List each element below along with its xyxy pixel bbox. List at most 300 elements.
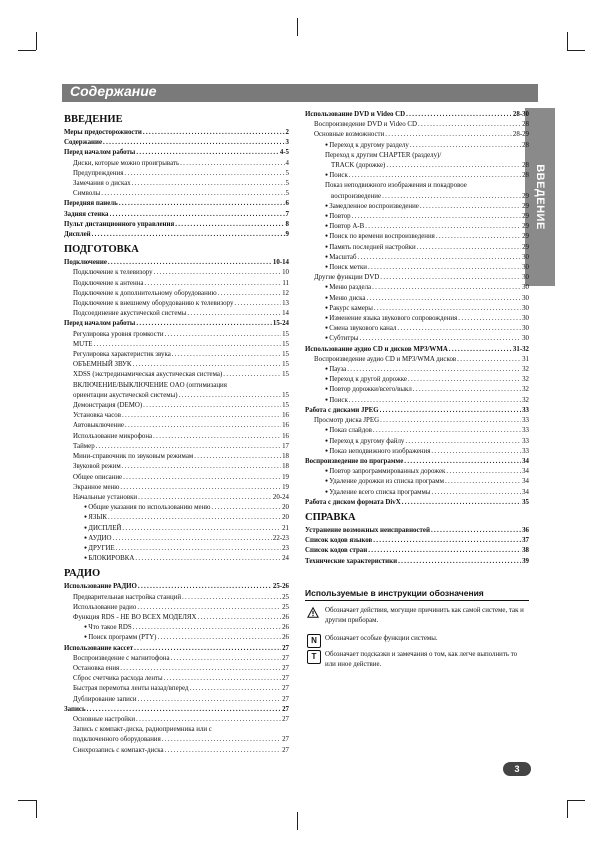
toc-page-number: 11 xyxy=(282,279,289,287)
toc-entry-title: XDSS (экстрединамическая акустическая система) xyxy=(73,371,223,379)
toc-entry[interactable] xyxy=(64,644,289,654)
toc-entry-title: ● Ракурс камеры xyxy=(325,304,373,314)
toc-leader-dots xyxy=(458,314,521,324)
toc-entry-title: Список кодов языков xyxy=(305,537,373,545)
toc-entry[interactable] xyxy=(64,128,289,138)
toc-leader-dots xyxy=(94,340,282,350)
toc-entry[interactable] xyxy=(64,593,289,603)
toc-entry[interactable] xyxy=(64,715,289,725)
toc-entry[interactable] xyxy=(64,534,289,544)
toc-entry[interactable] xyxy=(64,319,289,329)
toc-page-number: 25 xyxy=(282,603,289,611)
toc-entry[interactable] xyxy=(64,401,289,411)
toc-leader-dots xyxy=(136,148,279,158)
toc-page-number: 32 xyxy=(522,386,529,394)
toc-entry[interactable] xyxy=(305,345,529,355)
toc-entry[interactable] xyxy=(64,735,289,745)
toc-entry[interactable] xyxy=(305,314,529,324)
toc-page-number: 33 xyxy=(522,406,529,414)
toc-leader-dots xyxy=(138,695,282,705)
toc-entry[interactable] xyxy=(305,273,529,283)
toc-leader-dots xyxy=(380,273,521,283)
toc-leader-dots xyxy=(373,426,521,436)
toc-leader-dots xyxy=(136,319,272,329)
toc-entry-title: ● Память последней настройки xyxy=(325,243,416,253)
toc-entry-title: Подключение к телевизору xyxy=(73,269,153,277)
toc-page-number: 34 xyxy=(522,468,529,476)
toc-entry[interactable] xyxy=(305,557,529,567)
toc-entry[interactable] xyxy=(305,406,529,416)
toc-entry[interactable] xyxy=(64,159,289,169)
toc-entry[interactable] xyxy=(64,654,289,664)
toc-leader-dots xyxy=(404,457,521,467)
toc-entry-title: ● Повтор дорожки/всего/выкл xyxy=(325,385,412,395)
toc-leader-dots xyxy=(367,294,522,304)
toc-entry[interactable] xyxy=(305,477,529,487)
toc-entry[interactable] xyxy=(305,437,529,447)
toc-page-number: 27 xyxy=(282,736,289,744)
toc-page-number: 29 xyxy=(522,233,529,241)
toc-entry-title: ● Показ неподвижного изображения xyxy=(325,447,430,457)
toc-entry-title: ● Общие указания по использованию меню xyxy=(84,503,210,513)
toc-leader-dots xyxy=(436,232,521,242)
toc-page-number: 26 xyxy=(282,613,289,621)
toc-leader-dots xyxy=(122,462,281,472)
toc-entry[interactable] xyxy=(64,432,289,442)
toc-entry[interactable] xyxy=(305,243,529,253)
toc-page-number: 16 xyxy=(282,412,289,420)
toc-page-number: 17 xyxy=(282,442,289,450)
toc-leader-dots xyxy=(137,603,281,613)
toc-entry-title: Использование кассет xyxy=(64,644,134,652)
toc-entry-title: ● ЯЗЫК xyxy=(84,513,107,523)
toc-entry[interactable] xyxy=(64,452,289,462)
toc-entry-title: Регулировка характеристик звука xyxy=(73,351,171,359)
toc-leader-dots xyxy=(347,365,521,375)
toc-entry-title: ● Изменение языка звукового сопровождения xyxy=(325,314,457,324)
toc-page-number: 15 xyxy=(282,391,289,399)
toc-leader-dots xyxy=(157,633,281,643)
toc-page-number: 5 xyxy=(285,180,289,188)
toc-page-number: 29 xyxy=(522,213,529,221)
toc-entry-title: Дисплей xyxy=(64,231,91,239)
toc-entry[interactable] xyxy=(64,664,289,674)
toc-leader-dots xyxy=(110,210,285,220)
toc-leader-dots xyxy=(153,432,281,442)
toc-entry[interactable] xyxy=(64,462,289,472)
toc-page-number: 27 xyxy=(282,654,289,662)
toc-entry[interactable] xyxy=(305,375,529,385)
toc-entry[interactable] xyxy=(305,488,529,498)
toc-entry[interactable] xyxy=(64,210,289,220)
toc-leader-dots xyxy=(402,498,521,508)
toc-leader-dots xyxy=(144,279,281,289)
crop-mark xyxy=(18,50,36,51)
toc-entry[interactable] xyxy=(305,212,529,222)
toc-page-number: 2 xyxy=(285,129,289,136)
toc-entry[interactable] xyxy=(305,334,529,344)
toc-entry-title: ● Поиск по времени воспроизведения xyxy=(325,232,435,242)
toc-entry[interactable] xyxy=(64,411,289,421)
toc-leader-dots xyxy=(398,557,521,567)
page-title-bar xyxy=(62,84,538,102)
toc-page-number: 36 xyxy=(522,526,529,534)
toc-entry[interactable] xyxy=(64,513,289,523)
toc-leader-dots xyxy=(108,513,281,523)
toc-entry[interactable] xyxy=(305,192,529,202)
toc-entry[interactable] xyxy=(305,283,529,293)
toc-leader-dots xyxy=(165,330,282,340)
toc-entry[interactable] xyxy=(64,148,289,158)
toc-entry[interactable] xyxy=(64,189,289,199)
toc-entry[interactable] xyxy=(305,253,529,263)
toc-page-number: 9 xyxy=(285,231,289,239)
toc-page-number: 28 xyxy=(522,141,529,149)
toc-leader-dots xyxy=(138,582,272,592)
toc-entry-line: Запись с компакт-диска, радиоприемника или с xyxy=(73,726,212,734)
section-heading: СПРАВКА xyxy=(305,511,356,523)
toc-entry[interactable] xyxy=(64,613,289,623)
toc-entry[interactable] xyxy=(305,294,529,304)
toc-entry-title: ● Переход к другому разделу xyxy=(325,141,409,151)
toc-entry[interactable] xyxy=(64,442,289,452)
toc-entry-title: ● Масштаб xyxy=(325,253,357,263)
toc-entry-title: ● Показ слайдов xyxy=(325,426,372,436)
toc-entry[interactable] xyxy=(305,171,529,181)
toc-page-number: 30 xyxy=(522,253,529,261)
toc-entry[interactable] xyxy=(305,232,529,242)
toc-entry[interactable] xyxy=(305,355,529,365)
toc-leader-dots xyxy=(143,401,281,411)
toc-entry-line: ВКЛЮЧЕНИЕ/ВЫКЛЮЧЕНИЕ OAO (оптимизация xyxy=(73,381,227,389)
toc-leader-dots xyxy=(380,416,521,426)
toc-entry-title: ● Повтор запрограммированных дорожек xyxy=(325,467,445,477)
toc-entry[interactable] xyxy=(64,199,289,209)
toc-page-number: 30 xyxy=(522,294,529,302)
toc-entry-title: Подключение к антенна xyxy=(73,279,144,287)
toc-page-number: 5 xyxy=(285,190,289,198)
crop-mark xyxy=(567,800,585,801)
toc-entry[interactable] xyxy=(64,633,289,643)
toc-entry-title: Воспроизведение аудио CD и MP3/WMA дисков xyxy=(314,355,457,363)
toc-entry[interactable] xyxy=(305,396,529,406)
symbol-description: Обозначает действия, могущие причинить как самой системе, так и другим приборам. xyxy=(325,607,524,624)
symbol-description: Обозначает подсказки и замечания о том, как легче выполнить то или иное действие. xyxy=(325,651,518,668)
symbol-description: Обозначает особые функции системы. xyxy=(325,635,438,642)
toc-page-number: 27 xyxy=(282,675,289,683)
toc-entry[interactable] xyxy=(64,340,289,350)
toc-entry-title: Просмотр диска JPEG xyxy=(314,417,380,425)
toc-leader-dots xyxy=(101,189,284,199)
toc-entry[interactable] xyxy=(64,220,289,230)
toc-leader-dots xyxy=(373,536,521,546)
toc-entry[interactable] xyxy=(305,526,529,536)
toc-entry-title: ● АУДИО xyxy=(84,534,112,544)
toc-entry-title: MUTE xyxy=(73,340,93,348)
toc-page-number: 15 xyxy=(282,340,289,348)
toc-page-number: 28-29 xyxy=(512,131,529,139)
toc-entry-title: Звуковой режим xyxy=(73,463,121,471)
toc-entry[interactable] xyxy=(64,330,289,340)
toc-page-number: 28 xyxy=(522,172,529,180)
toc-entry-title: подключенного оборудования xyxy=(73,736,161,744)
toc-page-number: 33 xyxy=(522,437,529,445)
toc-leader-dots xyxy=(179,391,282,401)
toc-entry-title: Подсоединение акустической системы xyxy=(73,310,187,318)
toc-page-number: 30 xyxy=(522,264,529,272)
toc-leader-dots xyxy=(103,138,285,148)
toc-entry[interactable] xyxy=(305,263,529,273)
toc-leader-dots xyxy=(358,253,522,263)
toc-entry[interactable] xyxy=(305,498,529,508)
toc-entry[interactable] xyxy=(64,603,289,613)
toc-right-column xyxy=(305,110,529,567)
toc-entry[interactable] xyxy=(64,483,289,493)
toc-entry-title: Воспроизведение по программе xyxy=(305,457,404,465)
crop-mark xyxy=(297,18,298,36)
toc-page-number: 23 xyxy=(282,544,289,552)
toc-page-number: 13 xyxy=(282,300,289,308)
toc-entry[interactable] xyxy=(64,705,289,715)
toc-leader-dots xyxy=(123,473,281,483)
crop-mark xyxy=(18,800,36,801)
toc-entry[interactable] xyxy=(305,447,529,457)
crop-mark xyxy=(36,32,37,50)
toc-entry[interactable] xyxy=(305,161,529,171)
toc-entry[interactable] xyxy=(305,385,529,395)
toc-entry[interactable] xyxy=(64,391,289,401)
toc-entry[interactable] xyxy=(64,524,289,534)
toc-entry-title: Использование DVD и Video CD xyxy=(305,111,406,118)
toc-leader-dots xyxy=(132,179,285,189)
toc-page-number: 10-14 xyxy=(272,259,289,267)
toc-leader-dots xyxy=(133,623,281,633)
toc-entry-title: Синхрозапись с компакт-диска xyxy=(73,746,164,754)
toc-entry[interactable] xyxy=(64,623,289,633)
toc-leader-dots xyxy=(349,396,521,406)
toc-entry-title: Список кодов стран xyxy=(305,547,368,555)
toc-entry-title: Общее описание xyxy=(73,473,123,481)
toc-entry[interactable] xyxy=(305,110,529,120)
toc-entry[interactable] xyxy=(305,202,529,212)
toc-leader-dots xyxy=(408,375,521,385)
toc-entry-title: Начальные установки xyxy=(73,493,138,501)
toc-leader-dots xyxy=(187,309,281,319)
toc-page-number: 14 xyxy=(282,310,289,318)
toc-entry-title: Работа с диском формата DivX xyxy=(305,498,401,506)
toc-entry[interactable] xyxy=(64,421,289,431)
toc-leader-dots xyxy=(385,130,512,140)
toc-page-number: 35 xyxy=(522,498,529,506)
symbols-heading: Используемые в инструкции обозначения xyxy=(305,588,529,601)
toc-entry-title: Диски, которые можно проигрывать xyxy=(73,159,180,167)
toc-leader-dots xyxy=(365,222,521,232)
toc-leader-dots xyxy=(136,715,281,725)
toc-page-number: 7 xyxy=(285,210,289,218)
tip-t-icon: T xyxy=(307,650,321,664)
toc-page-number: 27 xyxy=(282,685,289,693)
toc-leader-dots xyxy=(368,546,521,556)
toc-page-number: 31 xyxy=(522,355,529,363)
toc-entry[interactable] xyxy=(64,695,289,705)
toc-entry[interactable] xyxy=(64,268,289,278)
toc-entry[interactable] xyxy=(64,299,289,309)
toc-page-number: 12 xyxy=(282,289,289,297)
toc-entry-title: Устранение возможных неисправностей xyxy=(305,526,430,534)
toc-entry[interactable] xyxy=(305,536,529,546)
toc-entry[interactable] xyxy=(305,365,529,375)
toc-page-number: 15 xyxy=(282,361,289,369)
toc-entry-title: Дублирование записи xyxy=(73,695,137,703)
toc-leader-dots xyxy=(431,526,521,536)
crop-mark xyxy=(36,800,37,818)
toc-entry-title: Подключение xyxy=(64,259,107,267)
toc-page-number: 32 xyxy=(522,376,529,384)
toc-page-number: 30 xyxy=(522,325,529,333)
toc-leader-dots xyxy=(96,442,281,452)
toc-entry-title: ● Поиск метки xyxy=(325,263,367,273)
toc-leader-dots xyxy=(134,644,281,654)
crop-mark xyxy=(567,50,585,51)
toc-page-number: 5 xyxy=(285,169,289,177)
toc-page-number: 15-24 xyxy=(272,320,289,328)
toc-entry[interactable] xyxy=(64,473,289,483)
toc-entry[interactable] xyxy=(305,130,529,140)
toc-leader-dots xyxy=(445,477,521,487)
toc-leader-dots xyxy=(386,161,521,171)
toc-entry[interactable] xyxy=(64,309,289,319)
toc-entry[interactable] xyxy=(305,141,529,151)
toc-page-number: 4-5 xyxy=(279,149,289,157)
toc-entry[interactable] xyxy=(305,222,529,232)
toc-entry[interactable] xyxy=(64,493,289,503)
toc-entry[interactable] xyxy=(64,684,289,694)
toc-entry-title: Содержание xyxy=(64,139,103,147)
toc-entry-title: ● Переход к другой дорожке xyxy=(325,375,407,385)
crop-mark xyxy=(567,32,568,50)
toc-leader-dots xyxy=(359,334,521,344)
toc-page-number: 32 xyxy=(522,396,529,404)
toc-entry[interactable] xyxy=(305,467,529,477)
warning-triangle-icon xyxy=(307,606,319,618)
toc-entry-title: Предупреждения xyxy=(73,169,124,177)
toc-entry[interactable] xyxy=(305,457,529,467)
toc-entry[interactable] xyxy=(64,230,289,240)
toc-entry[interactable] xyxy=(305,546,529,556)
toc-entry[interactable] xyxy=(64,674,289,684)
toc-entry[interactable] xyxy=(305,120,529,130)
toc-entry-title: Таймер xyxy=(73,442,95,450)
toc-entry[interactable] xyxy=(64,544,289,554)
toc-page-number: 27 xyxy=(282,746,289,754)
toc-entry-title: Воспроизведение с магнитофона xyxy=(73,654,170,662)
toc-entry-title: Использование РАДИО xyxy=(64,583,137,591)
toc-page-number: 15 xyxy=(282,371,289,379)
toc-entry[interactable] xyxy=(64,169,289,179)
toc-page-number: 10 xyxy=(282,269,289,277)
toc-page-number: 31-32 xyxy=(512,345,529,353)
toc-entry-title: TRACK (дорожке) xyxy=(331,162,386,170)
toc-leader-dots xyxy=(162,735,281,745)
toc-page-number: 30 xyxy=(522,335,529,343)
toc-leader-dots xyxy=(138,493,272,503)
toc-entry-title: Остановка ения xyxy=(73,664,120,672)
toc-entry[interactable] xyxy=(64,179,289,189)
toc-entry-title: Автовыключение xyxy=(73,422,124,430)
crop-mark xyxy=(567,800,568,818)
toc-page-number: 16 xyxy=(282,432,289,440)
toc-entry-title: Перед началом работы xyxy=(64,149,136,157)
toc-entry-title: ● БЛОКИРОВКА xyxy=(84,554,134,564)
toc-entry-title: ● Повтор A-B xyxy=(325,222,364,232)
toc-leader-dots xyxy=(143,128,285,138)
toc-page-number: 19 xyxy=(282,483,289,491)
toc-leader-dots xyxy=(172,350,281,360)
toc-entry-title: Использование аудио CD и дисков MP3/WMA xyxy=(305,345,448,353)
toc-entry[interactable] xyxy=(305,416,529,426)
toc-entry[interactable] xyxy=(64,258,289,268)
page-title: Содержание xyxy=(70,83,157,99)
toc-leader-dots xyxy=(122,411,281,421)
toc-entry-title: ● Удаление дорожки из списка программ xyxy=(325,477,444,487)
toc-entry-title: ОБЪЕМНЫЙ ЗВУК xyxy=(73,361,132,369)
page-number: 3 xyxy=(503,762,531,776)
toc-entry[interactable] xyxy=(64,746,289,756)
toc-page-number: 29 xyxy=(522,202,529,210)
toc-page-number: 27 xyxy=(282,644,289,652)
toc-page-number: 18 xyxy=(282,453,289,461)
toc-page-number: 38 xyxy=(522,547,529,555)
toc-entry[interactable] xyxy=(64,582,289,592)
toc-leader-dots xyxy=(124,169,284,179)
toc-entry-title: ориентации акустической системы) xyxy=(73,391,178,399)
toc-entry[interactable] xyxy=(64,554,289,564)
toc-leader-dots xyxy=(431,488,521,498)
toc-page-number: 25-26 xyxy=(272,583,289,591)
toc-entry[interactable] xyxy=(305,324,529,334)
toc-entry-title: Экранное меню xyxy=(73,483,120,491)
toc-entry[interactable] xyxy=(64,350,289,360)
toc-leader-dots xyxy=(122,524,281,534)
section-heading: ПОДГОТОВКА xyxy=(64,244,139,256)
toc-leader-dots xyxy=(449,345,512,355)
toc-leader-dots xyxy=(154,268,282,278)
toc-entry[interactable] xyxy=(64,360,289,370)
toc-entry-title: Установка часов xyxy=(73,412,121,420)
toc-entry-title: ● Замедленное воспроизведение xyxy=(325,202,419,212)
toc-page-number: 19 xyxy=(282,473,289,481)
toc-page-number: 30 xyxy=(522,304,529,312)
toc-entry-title: Подключение к внешнему оборудованию к телевизору xyxy=(73,300,234,308)
toc-entry-title: ● Меню раздела xyxy=(325,283,371,293)
toc-leader-dots xyxy=(87,705,281,715)
toc-entry-title: Замечания о дисках xyxy=(73,180,131,188)
toc-leader-dots xyxy=(120,483,281,493)
toc-entry[interactable] xyxy=(305,426,529,436)
toc-entry[interactable] xyxy=(64,279,289,289)
toc-entry[interactable] xyxy=(64,289,289,299)
toc-leader-dots xyxy=(418,120,521,130)
toc-leader-dots xyxy=(431,447,521,457)
toc-page-number: 20-24 xyxy=(272,493,289,501)
toc-entry[interactable] xyxy=(64,503,289,513)
toc-entry[interactable] xyxy=(305,304,529,314)
toc-entry[interactable] xyxy=(64,370,289,380)
toc-entry[interactable] xyxy=(64,138,289,148)
toc-entry-title: Функция RDS - НЕ ВО ВСЕХ МОДЕЛЯХ xyxy=(73,613,197,621)
toc-page-number: 26 xyxy=(282,634,289,642)
toc-leader-dots xyxy=(164,674,281,684)
